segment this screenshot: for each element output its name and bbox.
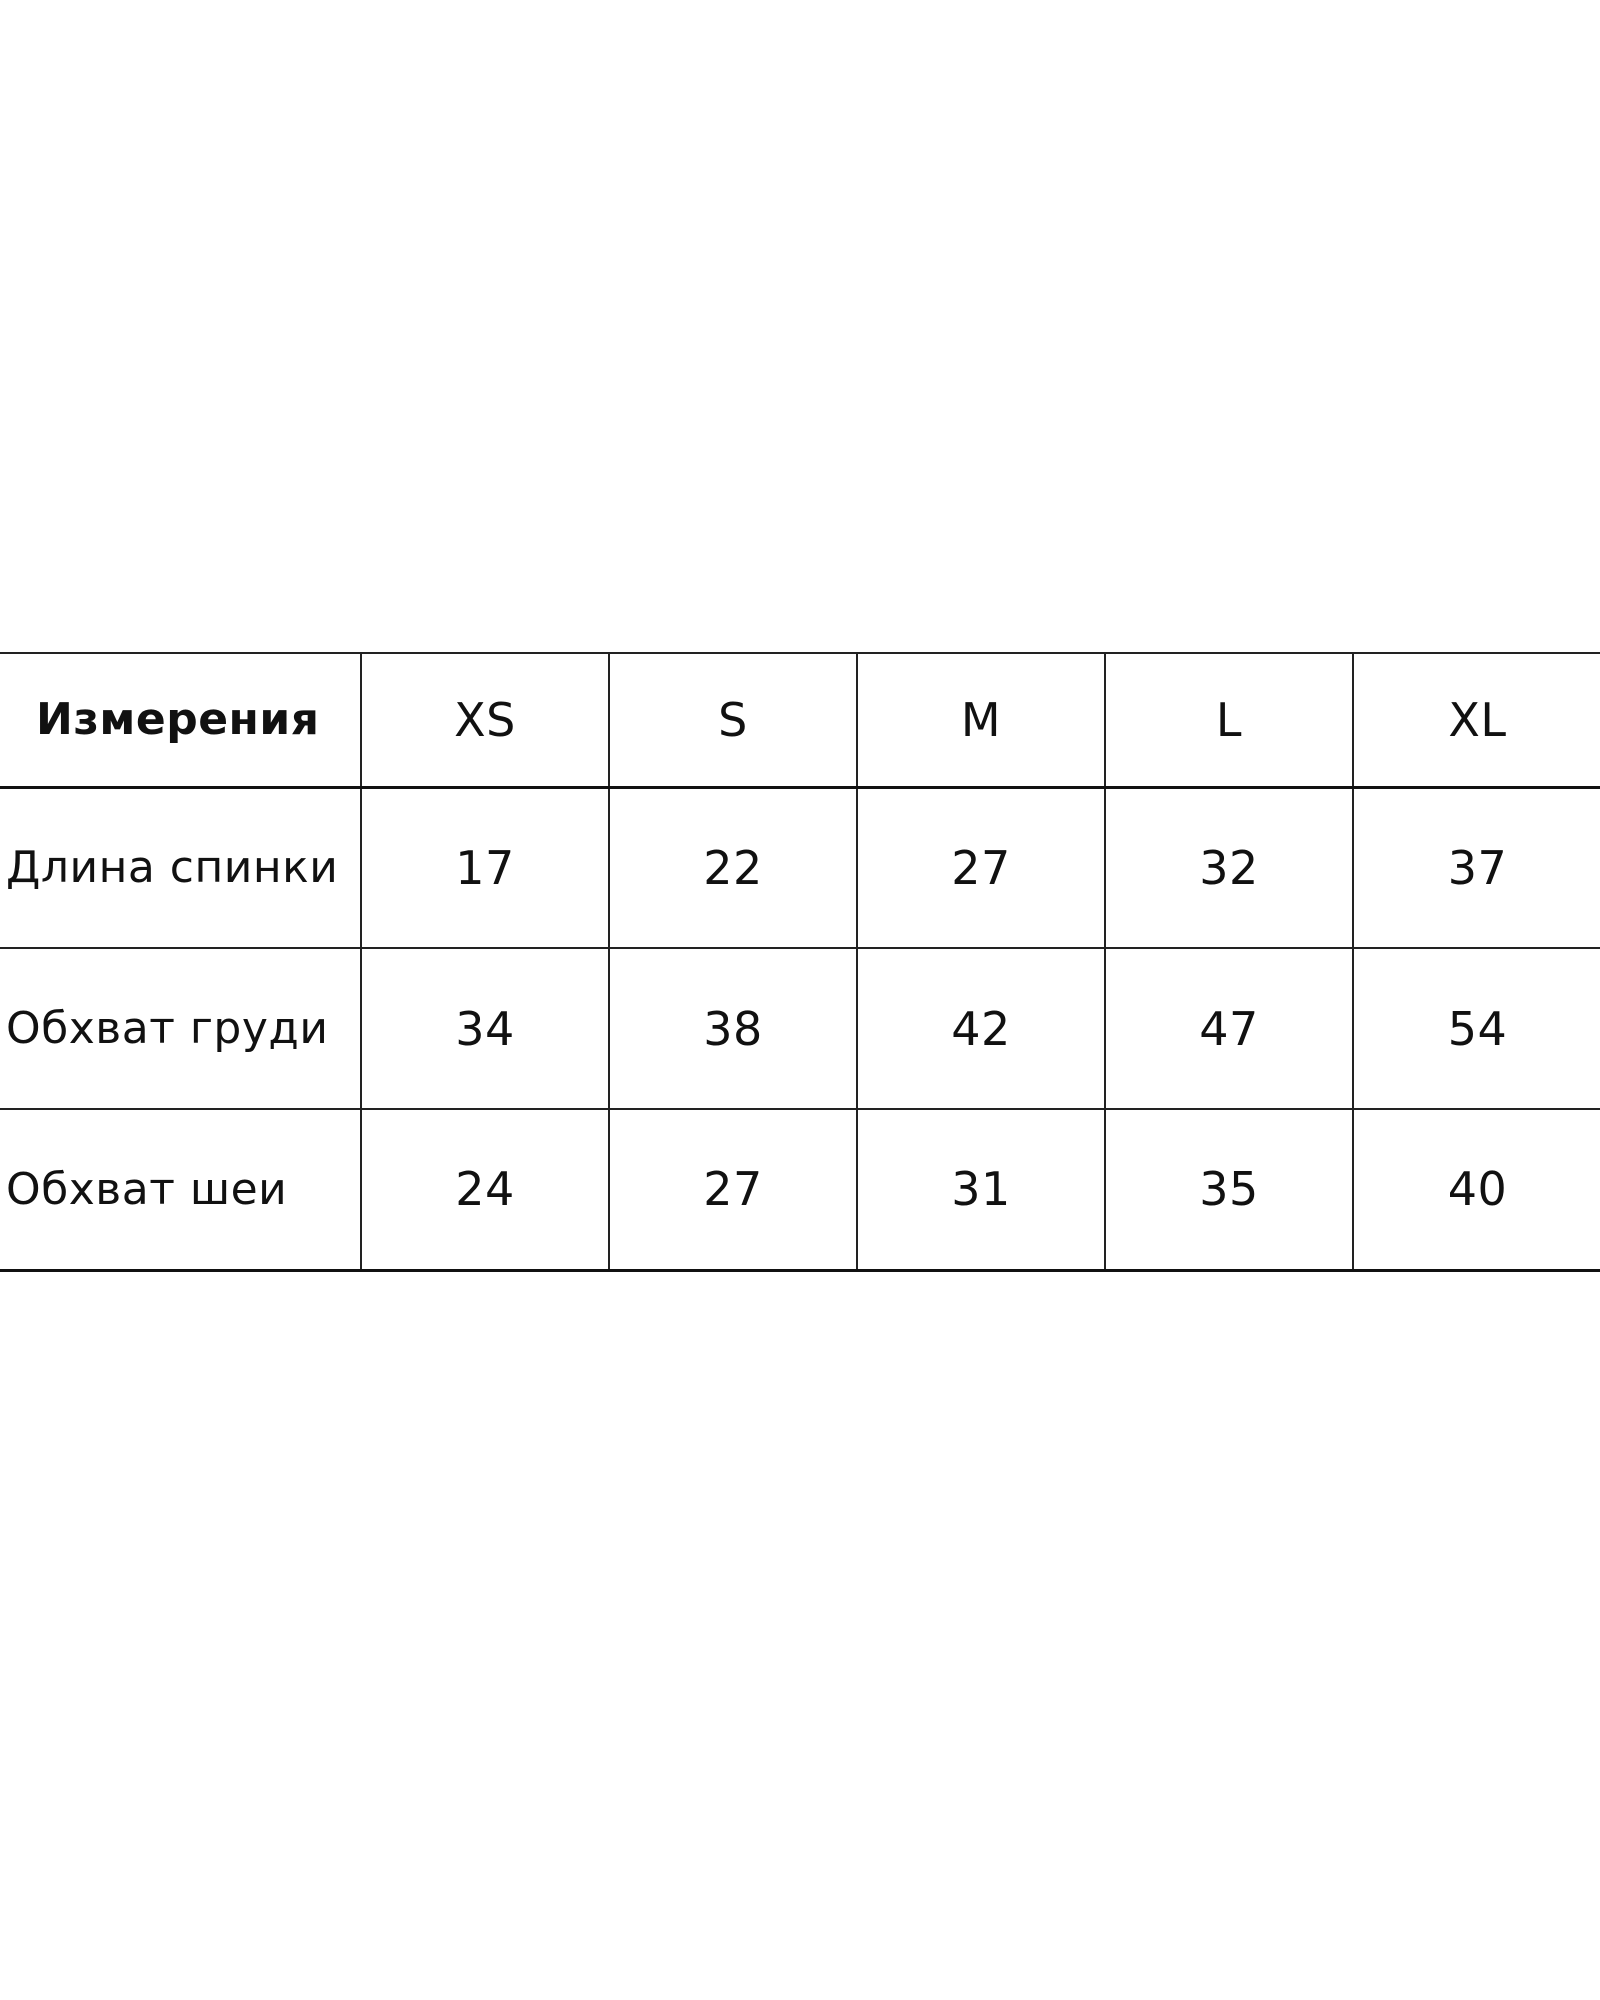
table-cell: 35 [1105, 1109, 1353, 1270]
table-cell: 37 [1353, 787, 1600, 948]
table-cell: 38 [609, 948, 857, 1109]
size-chart-table [0, 652, 1600, 1272]
table-cell: 24 [361, 1109, 609, 1270]
header-size-l: L [1105, 653, 1353, 787]
table-row [0, 787, 1600, 948]
table-cell: 42 [857, 948, 1105, 1109]
table-cell: 31 [857, 1109, 1105, 1270]
table-cell: 54 [1353, 948, 1600, 1109]
row-label-back-length: Длина спинки [0, 787, 361, 948]
row-label-neck: Обхват шеи [0, 1109, 361, 1270]
table-cell: 47 [1105, 948, 1353, 1109]
table-cell: 32 [1105, 787, 1353, 948]
header-measurements: Измерения [0, 653, 361, 787]
header-size-xs: XS [361, 653, 609, 787]
row-label-chest: Обхват груди [0, 948, 361, 1109]
table-cell: 34 [361, 948, 609, 1109]
table-cell: 22 [609, 787, 857, 948]
table-header-row [0, 653, 1600, 787]
header-size-xl: XL [1353, 653, 1600, 787]
table-row [0, 1109, 1600, 1270]
header-size-m: M [857, 653, 1105, 787]
table-row [0, 948, 1600, 1109]
header-size-s: S [609, 653, 857, 787]
table-cell: 17 [361, 787, 609, 948]
table-cell: 27 [609, 1109, 857, 1270]
table-cell: 27 [857, 787, 1105, 948]
table-cell: 40 [1353, 1109, 1600, 1270]
